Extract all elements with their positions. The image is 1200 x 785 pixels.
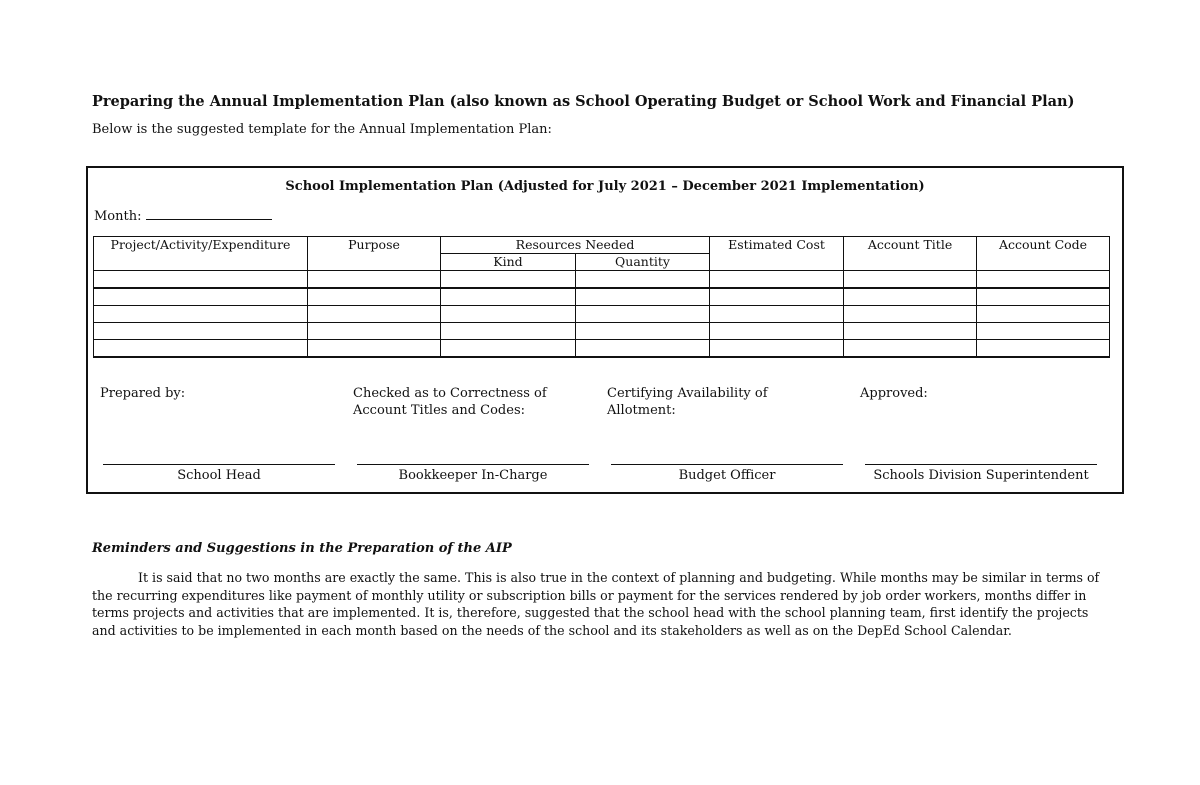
intro-text: Below is the suggested template for the Annual Implementation Plan:	[92, 122, 552, 137]
table-cell	[977, 323, 1110, 340]
table-cell	[94, 288, 308, 306]
col-header-quantity: Quantity	[576, 254, 710, 271]
reminders-paragraph: It is said that no two months are exactly the same. This is also true in the context of planning and budgeting. While months may be similar in terms of the recurring expenditures like payment of monthly utility or subscription bills or payment for the services rendered by job order workers, months differ in terms projects and activities that are implemented. It is, therefore, suggested that the school head with the school planning team, first identify the projects and activities to be implemented in each month based on the needs of the school and its stakeholders as well as on the DepEd School Calendar.	[92, 570, 1100, 638]
col-header-kind: Kind	[441, 254, 576, 271]
table-cell	[710, 323, 844, 340]
reminders-title: Reminders and Suggestions in the Preparation of the AIP	[92, 541, 512, 556]
table-row	[94, 271, 1110, 289]
table-row	[94, 340, 1110, 358]
month-label: Month:	[94, 209, 142, 224]
col-header-cost: Estimated Cost	[710, 237, 844, 271]
table-cell	[844, 271, 977, 289]
approved-label: Approved:	[860, 386, 928, 401]
plan-table	[93, 236, 1110, 358]
table-cell	[710, 340, 844, 358]
template-title: School Implementation Plan (Adjusted for July 2021 – December 2021 Implementation)	[285, 179, 925, 194]
month-field	[94, 209, 272, 224]
table-cell	[441, 340, 576, 358]
table-cell	[977, 271, 1110, 289]
table-cell	[308, 306, 441, 323]
table-row	[94, 288, 1110, 306]
document-heading: Preparing the Annual Implementation Plan (also known as School Operating Budget or School Work and Financial Plan)	[92, 93, 1075, 110]
certifying-label: Certifying Availability of Allotment:	[607, 386, 768, 418]
table-cell	[576, 340, 710, 358]
month-blank-line	[146, 209, 272, 220]
table-cell	[977, 340, 1110, 358]
col-header-account-code: Account Code	[977, 237, 1110, 271]
table-cell	[844, 340, 977, 358]
table-cell	[710, 306, 844, 323]
checked-by-label: Checked as to Correctness of Account Titles and Codes:	[353, 386, 547, 418]
table-cell	[308, 340, 441, 358]
table-cell	[576, 288, 710, 306]
table-cell	[576, 271, 710, 289]
table-cell	[844, 323, 977, 340]
signature-school-head: School Head	[103, 464, 335, 483]
table-cell	[441, 271, 576, 289]
table-cell	[710, 271, 844, 289]
col-header-purpose: Purpose	[308, 237, 441, 271]
table-cell	[844, 288, 977, 306]
table-cell	[441, 306, 576, 323]
table-cell	[94, 306, 308, 323]
table-cell	[94, 323, 308, 340]
table-cell	[977, 288, 1110, 306]
table-cell	[576, 323, 710, 340]
prepared-by-label: Prepared by:	[100, 386, 186, 401]
signature-budget-officer: Budget Officer	[611, 464, 843, 483]
table-cell	[308, 271, 441, 289]
table-cell	[710, 288, 844, 306]
signature-superintendent: Schools Division Superintendent	[865, 464, 1097, 483]
table-cell	[977, 306, 1110, 323]
signature-bookkeeper: Bookkeeper In-Charge	[357, 464, 589, 483]
table-cell	[441, 323, 576, 340]
table-cell	[94, 271, 308, 289]
col-header-account-title: Account Title	[844, 237, 977, 271]
table-cell	[94, 340, 308, 358]
table-cell	[308, 288, 441, 306]
table-row	[94, 306, 1110, 323]
table-row	[94, 323, 1110, 340]
table-cell	[308, 323, 441, 340]
table-cell	[441, 288, 576, 306]
table-cell	[844, 306, 977, 323]
col-header-resources: Resources Needed	[441, 237, 710, 254]
col-header-project: Project/Activity/Expenditure	[94, 237, 308, 271]
implementation-plan-template	[86, 166, 1124, 494]
table-cell	[576, 306, 710, 323]
